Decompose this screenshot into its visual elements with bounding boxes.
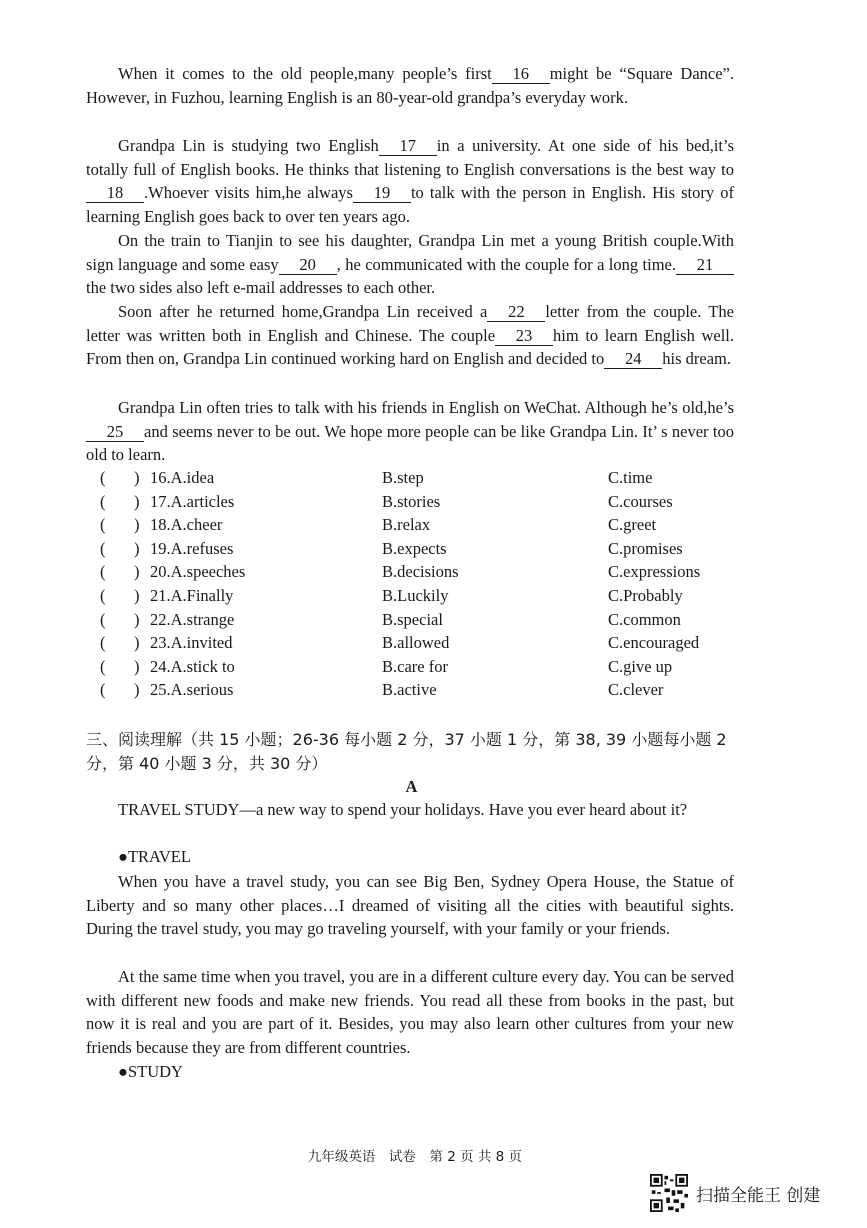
option-c: C.time	[608, 468, 653, 487]
option-a: 22.A.strange	[150, 609, 235, 629]
passage-text: might be “Square Dance”. However, in Fuzhou, learning English is an 80-year-old grandpa’s everyday work.	[86, 64, 734, 107]
blank-20: 20	[279, 256, 337, 275]
paren-close: )	[134, 562, 140, 582]
passage-text: When it comes to the old people,many people’s first	[118, 64, 492, 83]
paren-close: )	[134, 585, 140, 605]
passage-text: to talk with the person in English. His story of learning English goes back to over ten years ago.	[86, 183, 734, 226]
option-row	[100, 490, 740, 514]
passage-text: Grandpa Lin often tries to talk with his friends in English on WeChat. Although he’s old,he’s	[118, 398, 734, 417]
passage-text: Grandpa Lin is studying two English	[118, 136, 379, 155]
paren-open: (	[100, 515, 106, 535]
passage-a-heading: A	[405, 777, 418, 796]
blank-21: 21	[676, 256, 734, 275]
travel-paragraph-2: At the same time when you travel, you are in a different culture every day. You can be served with different new foods and make new friends. You read all these from books in the past, but now it is real and you are part of it. Besides, you may also learn other cultures from your new friends because they are from different countries.	[86, 967, 734, 1057]
travel-paragraph-1: When you have a travel study, you can see Big Ben, Sydney Opera House, the Statue of Liberty and so many other places…I dreamed of visiting all the cities with beautiful sights. During the travel study, you may go traveling yourself, with your family or your friends.	[86, 872, 734, 939]
blank-22: 22	[487, 303, 545, 322]
option-a: 16.A.idea	[150, 468, 215, 487]
passage-text: letter from the couple. The letter was written both in English and Chinese. The couple	[86, 302, 734, 345]
option-c: C.give up	[608, 656, 673, 676]
option-a: 23.A.invited	[150, 633, 233, 653]
study-heading: ●STUDY	[118, 1062, 183, 1081]
paren-close: )	[134, 656, 140, 676]
blank-19: 19	[353, 184, 411, 203]
option-a: 19.A.refuses	[150, 538, 234, 558]
paren-open: (	[100, 538, 106, 558]
blank-17: 17	[379, 137, 437, 156]
paren-open: (	[100, 585, 106, 605]
passage-text: , he communicated with the couple for a long time.	[336, 254, 677, 274]
option-row	[100, 608, 740, 632]
answer-options-list	[100, 466, 740, 702]
paren-close: )	[134, 680, 140, 700]
option-row	[100, 655, 740, 679]
option-c: C.greet	[608, 515, 657, 535]
option-c: C.encouraged	[608, 633, 700, 653]
paren-open: (	[100, 680, 106, 700]
option-b: B.Luckily	[382, 585, 449, 605]
passage-text: Soon after he returned home,Grandpa Lin received a	[118, 302, 488, 321]
option-a: 21.A.Finally	[150, 585, 234, 605]
paren-open: (	[100, 491, 106, 511]
option-row	[100, 513, 740, 537]
option-b: B.special	[382, 609, 443, 629]
option-b: B.allowed	[382, 633, 450, 653]
passage-text: his dream.	[662, 349, 732, 369]
option-b: B.expects	[382, 538, 447, 558]
paren-open: (	[100, 562, 106, 582]
passage-paragraph-5	[86, 396, 734, 467]
option-a: 18.A.cheer	[150, 515, 223, 535]
passage-text: .Whoever visits him,he always	[144, 183, 353, 203]
passage-paragraph-3	[86, 229, 734, 300]
blank-24: 24	[604, 350, 662, 369]
passage-text: and seems never to be out. We hope more people can be like Grandpa Lin. It’ s never too old to learn.	[86, 421, 734, 465]
option-b: B.relax	[382, 515, 431, 535]
paren-close: )	[134, 633, 140, 653]
option-c: C.courses	[608, 491, 673, 511]
option-c: C.clever	[608, 680, 664, 700]
option-b: B.stories	[382, 491, 441, 511]
blank-18: 18	[86, 184, 144, 203]
option-a: 17.A.articles	[150, 491, 235, 511]
option-a: 20.A.speeches	[150, 562, 246, 582]
option-c: C.expressions	[608, 562, 701, 582]
paren-open: (	[100, 609, 106, 629]
option-c: C.Probably	[608, 585, 683, 605]
paren-close: )	[134, 538, 140, 558]
qr-code-icon	[650, 1174, 688, 1212]
travel-heading: ●TRAVEL	[118, 847, 191, 866]
option-c: C.promises	[608, 538, 683, 558]
option-b: B.active	[382, 680, 437, 700]
passage-text: the two sides also left e-mail addresses to each other.	[86, 278, 436, 298]
blank-25: 25	[86, 423, 144, 442]
paren-close: )	[134, 515, 140, 535]
paren-open: (	[100, 468, 106, 487]
blank-23: 23	[495, 327, 553, 346]
option-b: B.care for	[382, 656, 448, 676]
passage-paragraph-2	[86, 134, 734, 228]
travel-study-intro: TRAVEL STUDY—a new way to spend your holidays. Have you ever heard about it?	[118, 800, 688, 819]
option-row	[100, 678, 740, 702]
option-c: C.common	[608, 609, 681, 629]
option-row	[100, 560, 740, 584]
paren-open: (	[100, 633, 106, 653]
option-row	[100, 584, 740, 608]
blank-16: 16	[492, 65, 550, 84]
page-footer: 九年级英语 试卷 第 2 页 共 8 页	[307, 1149, 523, 1165]
paren-close: )	[134, 491, 140, 511]
passage-text: On the train to Tianjin to see his daughter, Grandpa Lin met a young British couple.With sign language and some easy	[86, 231, 734, 274]
option-a: 24.A.stick to	[150, 656, 235, 676]
watermark-text: 扫描全能王 创建	[696, 1185, 821, 1206]
option-row	[100, 466, 740, 490]
option-b: B.decisions	[382, 562, 459, 582]
passage-text: in a university. At one side of his bed,it’s totally full of English books. He thinks that listening to English conversations is the best way to	[86, 136, 734, 179]
option-row	[100, 631, 740, 655]
paren-open: (	[100, 656, 106, 676]
scanner-watermark	[650, 1172, 850, 1214]
paren-close: )	[134, 609, 140, 629]
passage-text: him to learn English well. From then on, Grandpa Lin continued working hard on English and decided to	[86, 325, 734, 369]
option-b: B.step	[382, 468, 424, 487]
passage-paragraph-1	[86, 62, 734, 109]
paren-close: )	[134, 468, 140, 487]
option-a: 25.A.serious	[150, 680, 234, 700]
passage-paragraph-4	[86, 300, 734, 371]
option-row	[100, 537, 740, 561]
section-3-title: 三、阅读理解（共 15 小题；26-36 每小题 2 分，37 小题 1 分，第 38, 39 小题每小题 2 分，第 40 小题 3 分，共 30 分）	[86, 730, 727, 773]
